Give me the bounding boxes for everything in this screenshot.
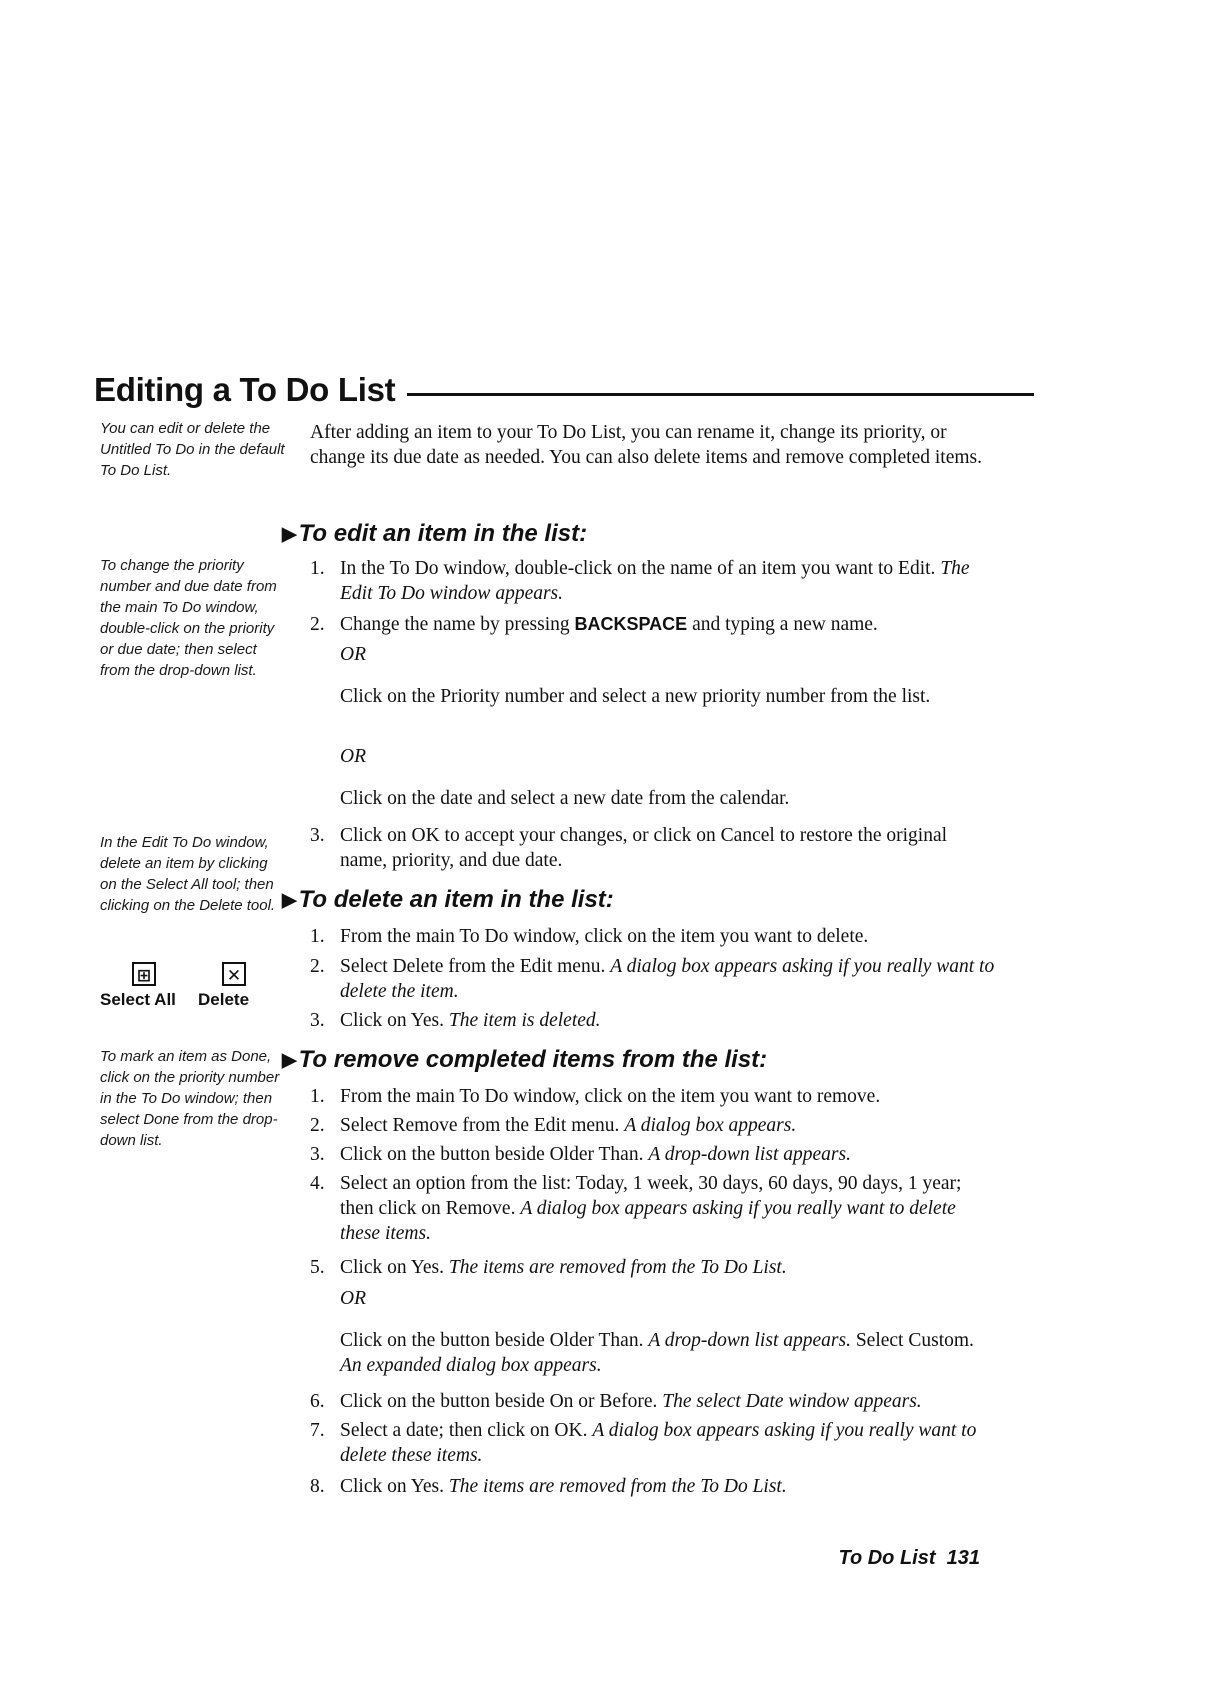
remove-alt-custom <box>340 1328 996 1378</box>
delete-section-heading <box>282 886 614 914</box>
step-text: In the To Do window, double-click on the name of an item you want to Edit. <box>340 558 936 579</box>
edit-section-heading <box>282 520 587 548</box>
alt-result: A drop-down list appears. <box>648 1330 851 1351</box>
edit-step-2 <box>310 612 996 637</box>
step-text: Select Delete from the Edit menu. <box>340 956 606 977</box>
step-result: A drop-down list appears. <box>648 1144 851 1165</box>
step-result: The select Date window appears. <box>662 1391 922 1412</box>
remove-step-5 <box>310 1255 996 1280</box>
edit-alt-priority: Click on the Priority number and select a new priority number from the list. <box>340 686 931 707</box>
step-number: 1. <box>310 558 325 579</box>
edit-step-1 <box>310 556 996 606</box>
edit-alt-date: Click on the date and select a new date from the calendar. <box>340 788 790 809</box>
step-number: 3. <box>310 1144 325 1165</box>
delete-label: Delete <box>198 990 250 1009</box>
step-result: A dialog box appears asking if you really want to delete these items. <box>340 1420 977 1466</box>
step-number: 1. <box>310 1086 325 1107</box>
step-text: Click on Yes. <box>340 1476 445 1497</box>
delete-section-title: To delete an item in the list: <box>298 886 614 913</box>
remove-section-title: To remove completed items from the list: <box>298 1046 768 1073</box>
or-label: OR <box>340 1288 366 1309</box>
heading-rule <box>407 393 1034 396</box>
sidenote-mark-done: To mark an item as Done, click on the priority number in the To Do window; then select Done from the drop-down list. <box>100 1048 280 1149</box>
select-all-label: Select All <box>100 990 176 1009</box>
step-number: 5. <box>310 1257 325 1278</box>
step-text: From the main To Do window, click on the item you want to remove. <box>340 1086 881 1107</box>
step-number: 2. <box>310 1115 325 1136</box>
triangle-right-icon: ▶ <box>282 1049 297 1071</box>
remove-step-8 <box>310 1474 996 1499</box>
remove-step-7 <box>310 1418 996 1468</box>
step-result: A dialog box appears. <box>624 1115 797 1136</box>
step-number: 4. <box>310 1173 325 1194</box>
step-text: Select Remove from the Edit menu. <box>340 1115 620 1136</box>
step-result: The item is deleted. <box>448 1010 601 1031</box>
step-result: A dialog box appears asking if you really want to delete these items. <box>340 1198 956 1244</box>
step-result: The items are removed from the To Do List. <box>448 1257 787 1278</box>
alt-text: Click on the button beside Older Than. <box>340 1330 644 1351</box>
step-text: Click on Yes. <box>340 1257 445 1278</box>
intro-paragraph: After adding an item to your To Do List, you can rename it, change its priority, or change its due date as needed. You can also delete items and remove completed items. <box>310 422 982 468</box>
step-number: 7. <box>310 1420 325 1441</box>
triangle-right-icon: ▶ <box>282 889 297 911</box>
step-text: Click on the button beside On or Before. <box>340 1391 658 1412</box>
key-name: BACKSPACE <box>574 614 688 634</box>
page-title: Editing a To Do List <box>94 371 396 408</box>
step-number: 3. <box>310 1010 325 1031</box>
tool-icons <box>100 962 280 1032</box>
remove-section-heading <box>282 1046 767 1074</box>
delete-step-3 <box>310 1008 996 1033</box>
step-text-end: and typing a new name. <box>692 614 878 635</box>
delete-step-2 <box>310 954 996 1004</box>
alt-result: An expanded dialog box appears. <box>340 1355 602 1376</box>
triangle-right-icon: ▶ <box>282 523 297 545</box>
step-result: The Edit To Do window appears. <box>340 558 970 604</box>
step-text: Change the name by pressing <box>340 614 570 635</box>
remove-step-1 <box>310 1084 996 1109</box>
step-number: 1. <box>310 926 325 947</box>
step-number: 8. <box>310 1476 325 1497</box>
sidenote-edit-untitled: You can edit or delete the Untitled To Do in the default To Do List. <box>100 420 285 479</box>
remove-step-2 <box>310 1113 996 1138</box>
remove-step-4 <box>310 1171 996 1246</box>
edit-section-title: To edit an item in the list: <box>298 520 588 547</box>
step-text: Click on Yes. <box>340 1010 445 1031</box>
edit-step-3 <box>310 823 996 873</box>
step-number: 6. <box>310 1391 325 1412</box>
select-all-icon: ⊞ <box>132 962 156 986</box>
step-number: 3. <box>310 825 325 846</box>
step-text: Click on OK to accept your changes, or click on Cancel to restore the original name, priority, and due date. <box>340 825 948 871</box>
step-text: Click on the button beside Older Than. <box>340 1144 644 1165</box>
sidenote-change-priority: To change the priority number and due date from the main To Do window, double-click on the priority or due date; then select from the drop-down list. <box>100 557 277 679</box>
remove-step-6 <box>310 1389 996 1414</box>
page-footer: To Do List 131 <box>838 1547 980 1569</box>
delete-icon: ✕ <box>222 962 246 986</box>
sidenote-delete-item: In the Edit To Do window, delete an item by clicking on the Select All tool; then clicking on the Delete tool. <box>100 834 276 914</box>
step-text: Select a date; then click on OK. <box>340 1420 588 1441</box>
step-number: 2. <box>310 614 325 635</box>
page-heading <box>94 364 1034 416</box>
delete-step-1 <box>310 924 996 949</box>
step-text: From the main To Do window, click on the item you want to delete. <box>340 926 869 947</box>
step-number: 2. <box>310 956 325 977</box>
step-text: Select an option from the list: Today, 1 week, 30 days, 60 days, 90 days, 1 year; then click on Remove. <box>340 1173 962 1219</box>
or-label: OR <box>340 644 366 665</box>
step-result: A dialog box appears asking if you really want to delete the item. <box>340 956 995 1002</box>
remove-step-3 <box>310 1142 996 1167</box>
alt-text: Select Custom. <box>855 1330 974 1351</box>
step-result: The items are removed from the To Do List. <box>448 1476 787 1497</box>
or-label: OR <box>340 746 366 767</box>
